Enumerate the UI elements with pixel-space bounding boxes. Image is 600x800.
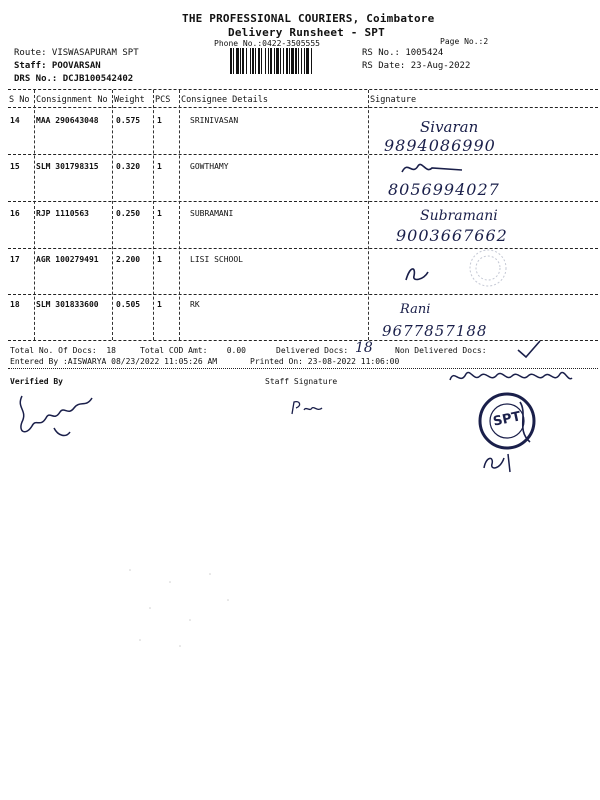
signature-phone: 9003667662 xyxy=(396,226,508,245)
drs-number: DRS No.: DCJB100542402 xyxy=(14,74,134,84)
staff-signature xyxy=(288,398,328,418)
row-rule xyxy=(8,294,598,295)
stamp-initials xyxy=(478,450,522,474)
signature-phone: 8056994027 xyxy=(388,180,500,199)
signature-name: Rani xyxy=(400,302,431,317)
col-consignment: Consignment No xyxy=(36,95,108,105)
signature-name: Sivaran xyxy=(420,118,479,136)
rs-date: RS Date: 23-Aug-2022 xyxy=(362,61,471,71)
row-pcs: 1 xyxy=(157,255,162,264)
faint-stamp xyxy=(450,248,528,290)
row-sno: 18 xyxy=(10,300,20,309)
scan-specks xyxy=(110,560,250,650)
row-weight: 0.320 xyxy=(116,162,141,171)
staff-signature-label: Staff Signature xyxy=(265,377,338,386)
table-bottom-rule xyxy=(8,340,598,341)
entered-by: Entered By :AISWARYA 08/23/2022 11:05:26 AM xyxy=(10,357,218,366)
office-stamp xyxy=(476,390,538,452)
row-rule xyxy=(8,201,598,202)
staff-label: Staff: POOVARSAN xyxy=(14,61,101,71)
verified-by-label: Verified By xyxy=(10,377,63,386)
barcode-image xyxy=(230,48,352,74)
row-weight: 0.250 xyxy=(116,209,141,218)
row-sno: 16 xyxy=(10,209,20,218)
delivered-docs-value: 18 xyxy=(355,340,373,356)
row-sno: 17 xyxy=(10,255,20,264)
col-sep xyxy=(34,90,35,340)
stamp-text: SPT xyxy=(491,409,523,430)
printed-on: Printed On: 23-08-2022 11:06:00 xyxy=(250,357,400,366)
route-label: Route: VISWASAPURAM SPT xyxy=(14,48,139,58)
delivered-docs-label: Delivered Docs: xyxy=(276,346,349,355)
col-weight: Weight xyxy=(114,95,145,105)
row-consignment: MAA 290643048 xyxy=(36,116,99,125)
row-weight: 2.200 xyxy=(116,255,141,264)
col-sep xyxy=(179,90,180,340)
row-sno: 15 xyxy=(10,162,20,171)
row-pcs: 1 xyxy=(157,116,162,125)
company-name: THE PROFESSIONAL COURIERS, Coimbatore xyxy=(182,12,435,25)
runsheet-title: Delivery Runsheet - SPT xyxy=(228,26,385,39)
row-consignment: SLM 301833600 xyxy=(36,300,99,309)
col-sep xyxy=(153,90,154,340)
col-pcs: PCS xyxy=(155,95,171,105)
row-consignment: AGR 100279491 xyxy=(36,255,99,264)
row-weight: 0.505 xyxy=(116,300,141,309)
checkmark-icon xyxy=(515,338,543,360)
verifier-signature xyxy=(14,388,106,444)
col-signature: Signature xyxy=(370,95,417,105)
total-docs: Total No. Of Docs: 18 xyxy=(10,346,116,355)
rs-number: RS No.: 1005424 xyxy=(362,48,444,58)
row-consignee: SRINIVASAN xyxy=(190,116,239,125)
header-bottom-rule xyxy=(8,107,598,108)
row-consignee: SUBRAMANI xyxy=(190,209,234,218)
col-sep xyxy=(368,90,369,340)
row-consignment: SLM 301798315 xyxy=(36,162,99,171)
signature-phone: 9677857188 xyxy=(382,322,488,340)
tamil-signature xyxy=(446,364,582,390)
row-consignment: RJP 1110563 xyxy=(36,209,89,218)
col-sep xyxy=(112,90,113,340)
row-pcs: 1 xyxy=(157,209,162,218)
row-weight: 0.575 xyxy=(116,116,141,125)
phone-number: Phone No.:0422-3505555 xyxy=(214,39,320,48)
non-delivered-docs: Non Delivered Docs: xyxy=(395,346,487,355)
row-pcs: 1 xyxy=(157,162,162,171)
col-consignee: Consignee Details xyxy=(181,95,268,105)
row-sno: 14 xyxy=(10,116,20,125)
page-number: Page No.:2 xyxy=(440,37,489,46)
signature-phone: 9894086990 xyxy=(384,136,496,155)
row-consignee: LISI SCHOOL xyxy=(190,255,243,264)
signature-scribble xyxy=(400,262,434,286)
header-top-rule xyxy=(8,89,598,90)
signature-scribble xyxy=(398,158,468,180)
row-consignee: RK xyxy=(190,300,200,309)
row-pcs: 1 xyxy=(157,300,162,309)
total-cod: Total COD Amt: 0.00 xyxy=(140,346,246,355)
row-rule xyxy=(8,154,598,155)
signature-name: Subramani xyxy=(420,208,498,224)
row-consignee: GOWTHAMY xyxy=(190,162,229,171)
col-sno: S No xyxy=(9,95,30,105)
